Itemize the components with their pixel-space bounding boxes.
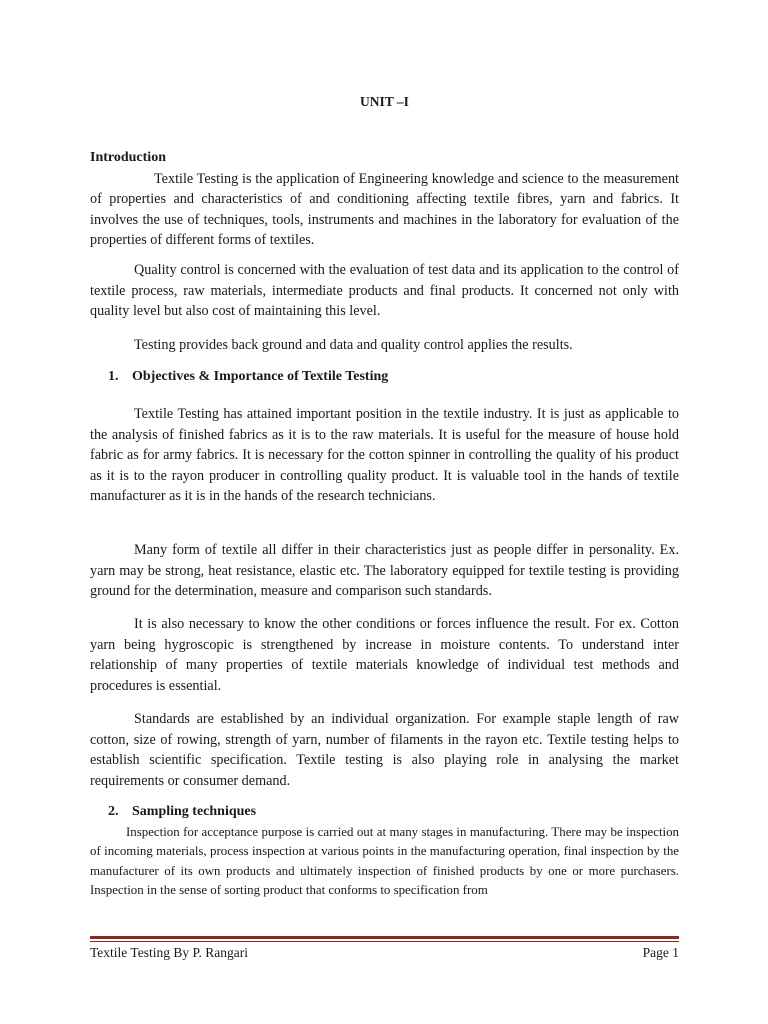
paragraph: Textile Testing has attained important position in the textile industry. It is just as applicable to the analysis of finished fabrics as it is to the raw materials. It is useful for the measure of house hold fabric as for army fabrics. It is necessary for the cotton spinner in controlling the quality of his product as it is to the rayon producer in controlling quality product. It is valuable tool in the hands of textile manufacturer as it is in the hands of the research technicians. (90, 406, 679, 504)
paragraph: Inspection for acceptance purpose is carried out at many stages in manufacturing. There may be inspection of incoming materials, process inspection at various points in the manufacturing operation, final inspection by the manufacturer of its own products and ultimately inspection of finished products by one or more purchasers. Inspection in the sense of sorting product that conforms to specification from (90, 825, 679, 897)
section2-paragraph (90, 823, 679, 900)
section1-paragraph-1 (90, 404, 679, 507)
paragraph: It is also necessary to know the other conditions or forces influence the result. For ex. Cotton yarn being hygroscopic is strengthened by increase in moisture contents. To understand inter relationship of many properties of textile materials knowledge of individual test methods and procedures is essential. (90, 616, 679, 694)
footer-rule-thin (90, 941, 679, 942)
section-number: 1. (108, 369, 119, 384)
document-page (90, 0, 679, 1024)
paragraph: Quality control is concerned with the evaluation of test data and its application to the control of textile process, raw materials, intermediate products and final products. It concerned not only with quality level but also cost of maintaining this level. (90, 262, 679, 319)
paragraph: Testing provides back ground and data and quality control applies the results. (134, 337, 573, 353)
section-title: Objectives & Importance of Textile Testing (132, 369, 389, 384)
introduction-paragraph: Textile Testing is the application of Engineering knowledge and science to the measurement of properties and characteristics of and conditioning affecting textile fibres, yarn and fabrics. It involves the use of techniques, tools, instruments and machines in the laboratory for evaluation of the properties of different forms of textiles. (90, 170, 679, 248)
section-title: Sampling techniques (132, 804, 257, 819)
section1-heading (108, 369, 388, 385)
introduction-heading: Introduction (90, 150, 166, 165)
testing-paragraph (90, 335, 679, 356)
footer-rule (90, 936, 679, 939)
section-number: 2. (108, 804, 119, 819)
quality-control-paragraph (90, 260, 679, 322)
paragraph: Many form of textile all differ in their characteristics just as people differ in personality. Ex. yarn may be strong, heat resistance, elastic etc. The laboratory equipped for textile testing is providing ground for the determination, measure and comparison such standards. (90, 542, 679, 599)
footer-page-number: Page 1 (642, 945, 679, 960)
section1-paragraph-2 (90, 540, 679, 602)
footer-author: Textile Testing By P. Rangari (90, 945, 248, 960)
section2-heading (108, 804, 256, 820)
section1-paragraph-4 (90, 709, 679, 791)
paragraph: Standards are established by an individual organization. For example staple length of raw cotton, size of rowing, strength of yarn, number of filaments in the rayon etc. Textile testing helps to establish scientific specification. Textile testing is also playing role in analysing the market requirements or consumer demand. (90, 711, 679, 789)
section1-paragraph-3 (90, 614, 679, 696)
introduction-section (90, 148, 679, 251)
unit-title: UNIT –I (360, 94, 409, 109)
